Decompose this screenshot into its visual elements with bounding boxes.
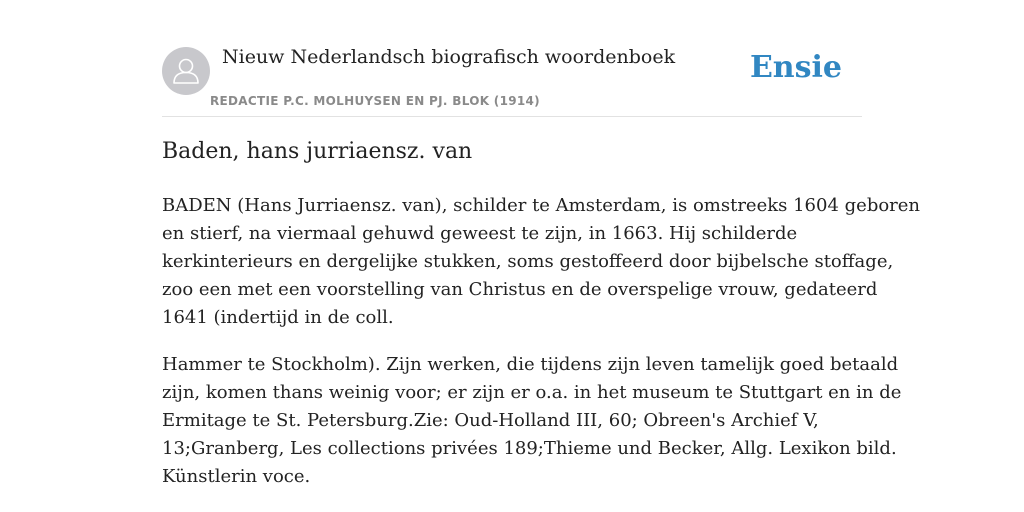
source-header bbox=[162, 40, 862, 117]
paragraph-line: Künstlerin voce. bbox=[162, 466, 311, 487]
paragraph-line: Hammer te Stockholm). Zijn werken, die tijdens zijn leven tamelijk goed betaald bbox=[162, 354, 899, 375]
brand-logo[interactable]: Ensie bbox=[749, 50, 842, 85]
entry-paragraph bbox=[162, 351, 902, 491]
source-subtitle: REDACTIE P.C. MOLHUYSEN EN PJ. BLOK (1914) bbox=[210, 94, 540, 108]
user-silhouette-icon bbox=[162, 47, 210, 95]
paragraph-line: zijn, komen thans weinig voor; er zijn er o.a. in het museum te Stuttgart en in de bbox=[162, 382, 902, 403]
paragraph-line: zoo een met een voorstelling van Christus en de overspelige vrouw, gedateerd bbox=[162, 279, 878, 300]
paragraph-line: 1641 (indertijd in de coll. bbox=[162, 307, 394, 328]
paragraph-line: 13;Granberg, Les collections privées 189;Thieme und Becker, Allg. Lexikon bild. bbox=[162, 438, 897, 459]
paragraph-line: kerkinterieurs en dergelijke stukken, soms gestoffeerd door bijbelsche stoffage, bbox=[162, 251, 894, 272]
paragraph-line: BADEN (Hans Jurriaensz. van), schilder te Amsterdam, is omstreeks 1604 geboren bbox=[162, 195, 921, 216]
paragraph-line: en stierf, na viermaal gehuwd geweest te zijn, in 1663. Hij schilderde bbox=[162, 223, 798, 244]
source-title[interactable]: Nieuw Nederlandsch biografisch woordenboek bbox=[222, 46, 676, 68]
entry-title: Baden, hans jurriaensz. van bbox=[162, 139, 473, 164]
paragraph-line: Ermitage te St. Petersburg.Zie: Oud-Holland III, 60; Obreen's Archief V, bbox=[162, 410, 819, 431]
avatar[interactable] bbox=[162, 47, 210, 95]
entry-paragraph bbox=[162, 192, 921, 332]
